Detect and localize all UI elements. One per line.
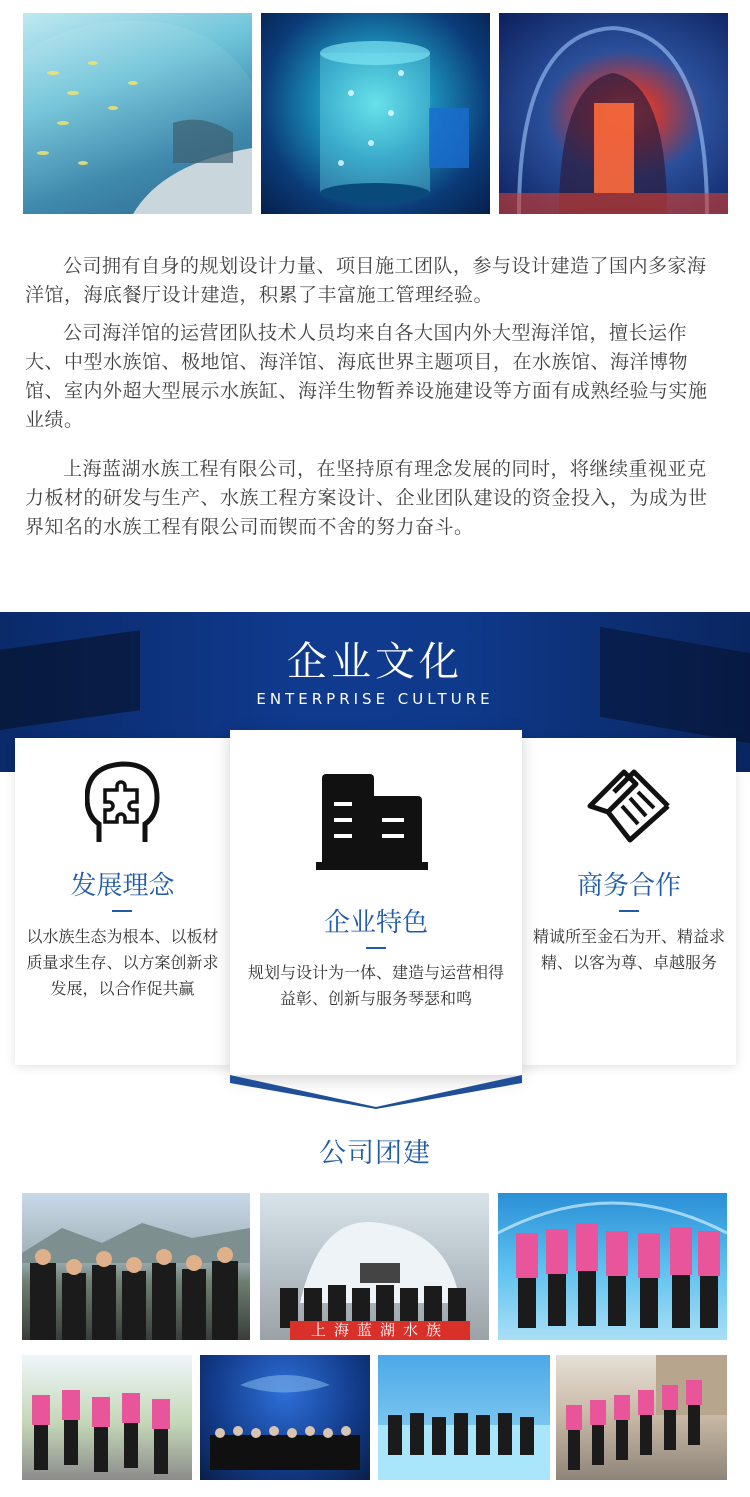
intro-paragraph-3: 上海蓝湖水族工程有限公司，在坚持原有理念发展的同时，将继续重视亚克力板材的研发与生产、水族工程方案设计、企业团队建设的资金投入，为成为世界知名的水族工程有限公司而锲而不舍的努力奋斗。 bbox=[25, 458, 708, 538]
team-banner-text: 上海蓝湖水族 bbox=[310, 1321, 449, 1339]
card-enterprise-features bbox=[230, 730, 522, 1075]
intro-paragraph-2: 公司海洋馆的运营团队技术人员均来自各大国内外大型海洋馆，擅长运作大、中型水族馆、极地馆、海洋馆、海底世界主题项目，在水族馆、海洋博物馆、室内外超大型展示水族缸、海洋生物暂养设施建设等方面有成熟经验与实施业绩。 bbox=[25, 322, 708, 431]
title-underline bbox=[112, 910, 132, 912]
team-photo-pool bbox=[378, 1355, 550, 1480]
team-photo bbox=[22, 1355, 192, 1480]
intro-paragraph-1: 公司拥有自身的规划设计力量、项目施工团队，参与设计建造了国内多家海洋馆，海底餐厅设计建造，积累了丰富施工管理经验。 bbox=[25, 255, 707, 306]
title-underline bbox=[366, 947, 386, 949]
team-photo-ocean-hall bbox=[200, 1355, 370, 1480]
handshake-icon bbox=[584, 768, 674, 848]
card-body: 以水族生态为根本、以板材质量求生存、以方案创新求发展，以合作促共赢 bbox=[26, 927, 219, 998]
chevron-down-icon bbox=[230, 1075, 522, 1109]
title-underline bbox=[619, 910, 639, 912]
team-photo-aquarium bbox=[498, 1193, 727, 1340]
card-title: 商务合作 bbox=[576, 871, 681, 901]
card-development-concept bbox=[15, 738, 230, 1065]
team-photo-with-banner bbox=[260, 1193, 489, 1340]
red-light-tunnel-photo bbox=[499, 13, 728, 214]
team-photo-steps bbox=[556, 1355, 727, 1480]
buildings-icon bbox=[316, 774, 428, 870]
team-building-title: 公司团建 bbox=[319, 1138, 431, 1169]
card-title: 企业特色 bbox=[323, 908, 428, 938]
card-body: 精诚所至金石为开、精益求精、以客为尊、卓越服务 bbox=[532, 927, 725, 972]
culture-title: 企业文化 bbox=[287, 639, 463, 685]
puzzle-head-icon bbox=[85, 760, 161, 846]
card-body: 规划与设计为一体、建造与运营相得益彰、创新与服务琴瑟和鸣 bbox=[247, 963, 504, 1008]
team-photo bbox=[22, 1193, 250, 1340]
card-business-cooperation bbox=[522, 738, 736, 1065]
aquarium-tunnel-photo bbox=[23, 13, 252, 214]
card-title: 发展理念 bbox=[70, 871, 175, 901]
cylinder-tank-photo bbox=[261, 13, 490, 214]
culture-subtitle: ENTERPRISE CULTURE bbox=[256, 690, 494, 708]
